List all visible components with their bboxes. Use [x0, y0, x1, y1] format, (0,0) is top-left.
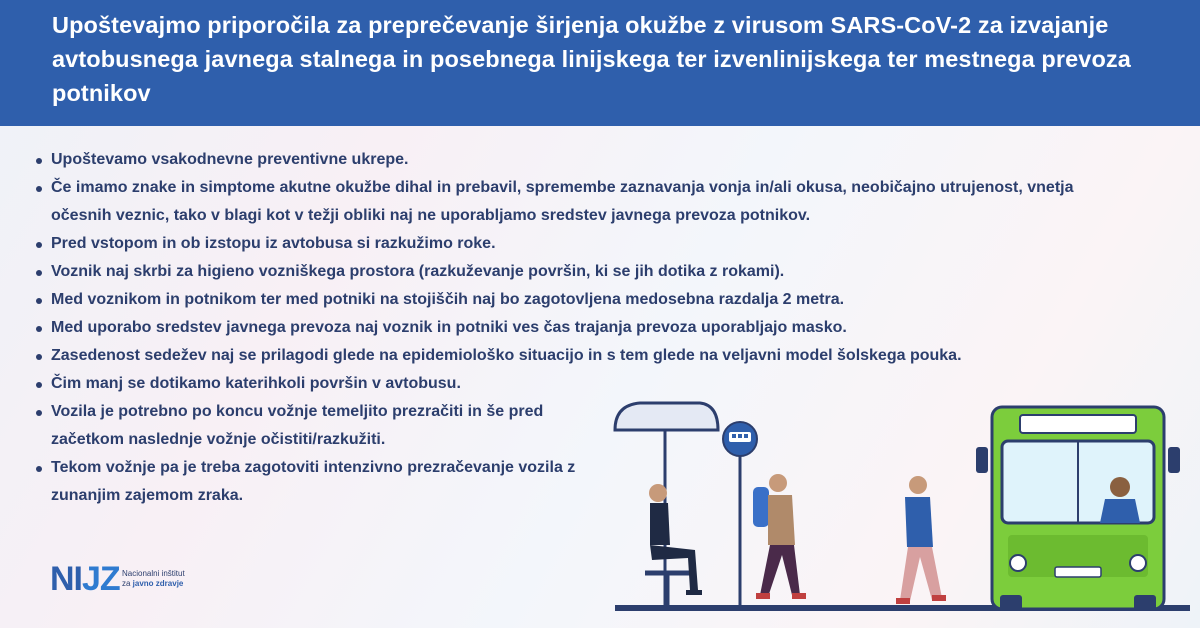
list-item: Pred vstopom in ob izstopu iz avtobusa si razkužimo roke. [36, 230, 1121, 258]
bus-stop-sign-icon [723, 422, 757, 605]
walking-passenger-1 [753, 474, 806, 599]
header-banner [0, 0, 1200, 126]
list-item: Če imamo znake in simptome akutne okužbe dihal in prebavil, spremembe zaznavanja vonja in/ali okusa, neobičajno utrujenost, vnetja očesnih veznic, tako v blagi kot v težji obliki naj ne uporabljamo sredstev javnega prevoza potnikov. [36, 174, 1121, 230]
bus-stop-illustration [600, 395, 1200, 628]
list-item: Vozila je potrebno po koncu vožnje temeljito prezračiti in še pred začetkom naslednje vožnje očistiti/razkužiti. [36, 398, 611, 454]
list-item: Zasedenost sedežev naj se prilagodi glede na epidemiološko situacijo in s tem glede na veljavni model šolskega pouka. [36, 342, 1121, 370]
nijz-logo [50, 560, 185, 598]
list-item: Voznik naj skrbi za higieno vozniškega prostora (razkuževanje površin, ki se jih dotika z rokami). [36, 258, 1121, 286]
list-item: Med voznikom in potnikom ter med potniki na stojiščih naj bo zagotovljena medosebna razdalja 2 metra. [36, 286, 1121, 314]
list-item: Čim manj se dotikamo katerihkoli površin v avtobusu. [36, 370, 1121, 398]
walking-passenger-2 [896, 476, 946, 604]
seated-passenger [649, 484, 702, 595]
list-item: Med uporabo sredstev javnega prevoza naj voznik in potniki ves čas trajanja prevoza uporabljajo masko. [36, 314, 1121, 342]
logo-mark: NIJZ [50, 560, 120, 598]
list-item: Tekom vožnje pa je treba zagotoviti intenzivno prezračevanje vozila z zunanjim zajemom zraka. [36, 454, 611, 510]
bus-icon [976, 407, 1180, 611]
list-item: Upoštevamo vsakodnevne preventivne ukrepe. [36, 146, 1121, 174]
logo-text: Nacionalni inštitut za javno zdravje [122, 569, 185, 588]
page-title: Upoštevajmo priporočila za preprečevanje širjenja okužbe z virusom SARS-CoV-2 za izvajanje avtobusnega javnega stalnega in posebnega linijskega ter izvenlinijskega ter mestnega prevoza potnikov [52, 12, 1131, 106]
